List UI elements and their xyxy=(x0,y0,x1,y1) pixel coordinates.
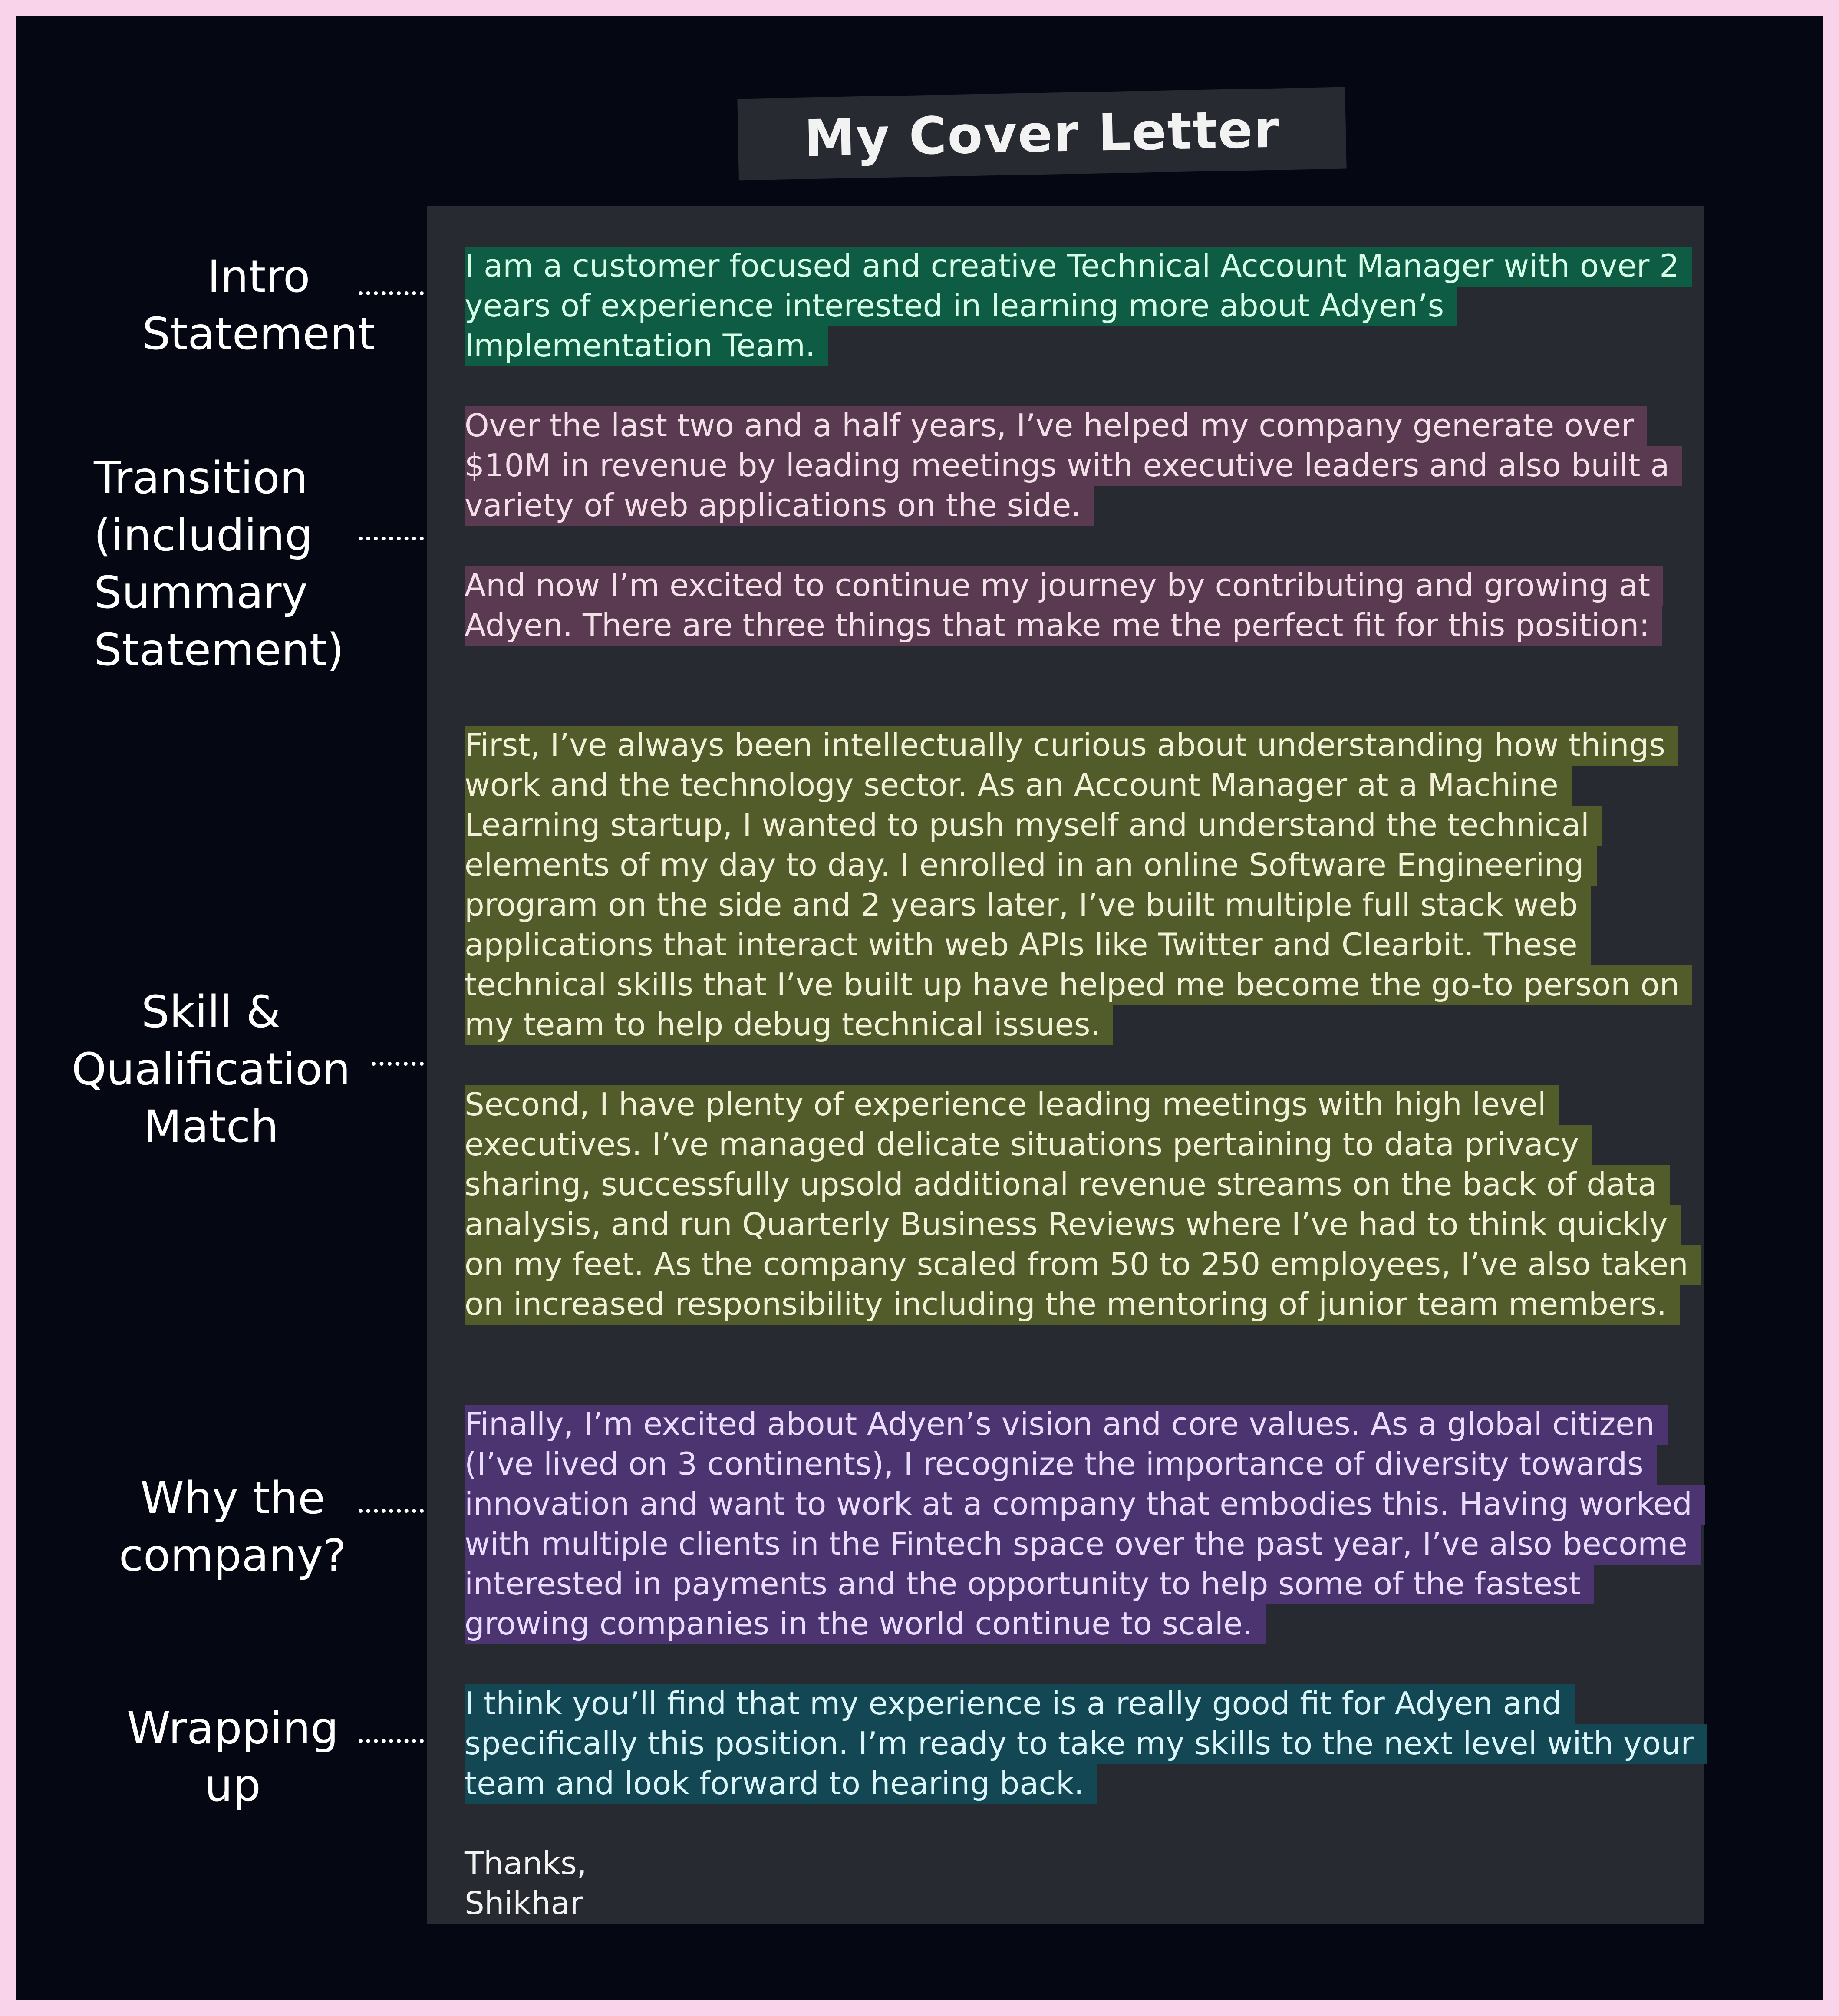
paragraph-transition-2 xyxy=(465,565,1697,645)
paragraph-wrap xyxy=(465,1683,1697,1803)
label-wrap xyxy=(102,1700,363,1815)
signoff-name: Shikhar xyxy=(465,1885,583,1921)
label-line: Summary xyxy=(94,567,308,619)
paragraph-text: I am a customer focused and creative Technical Account Manager with over 2 years of experience interested in learning more about Adyen’s Implementation Team. xyxy=(465,247,1692,366)
label-line: Skill & xyxy=(141,986,281,1038)
label-skill xyxy=(42,984,380,1156)
title-banner xyxy=(737,87,1346,181)
label-intro xyxy=(115,248,402,363)
signoff-closing: Thanks, xyxy=(465,1845,587,1881)
paragraph-text: Second, I have plenty of experience leading meetings with high level executives. I’ve managed delicate situations pertaining to data privacy sharing, successfully upsold additional revenue streams on the back of data analysis, and run Quarterly Business Reviews where I’ve had to think quickly on my feet. As the company scaled from 50 to 250 employees, I’ve also taken on increased responsibility including the mentoring of junior team members. xyxy=(465,1085,1701,1325)
label-line: Transition xyxy=(94,452,308,504)
label-transition xyxy=(94,450,406,679)
letter-body xyxy=(427,206,1704,1924)
paragraph-skill-2 xyxy=(465,1084,1697,1324)
paragraph-text: And now I’m excited to continue my journey by contributing and growing at Adyen. There are three things that make me the perfect fit for this position: xyxy=(465,566,1663,646)
label-line: Qualification xyxy=(71,1044,351,1095)
label-line: company? xyxy=(119,1530,347,1581)
canvas xyxy=(16,16,1823,2000)
connector-wrap xyxy=(359,1739,424,1743)
paragraph-intro xyxy=(465,246,1697,366)
paragraph-text: I think you’ll find that my experience is a really good fit for Adyen and specifically this position. I’m ready to take my skills to the next level with your team and look forward to hearing back. xyxy=(465,1684,1707,1804)
paragraph-transition-1 xyxy=(465,405,1697,525)
label-line: Intro xyxy=(207,251,310,303)
label-line: Statement xyxy=(142,308,376,360)
paragraph-text: Over the last two and a half years, I’ve helped my company generate over $10M in revenue by leading meetings with executive leaders and also built a variety of web applications on the side. xyxy=(465,406,1682,526)
label-line: Wrapping xyxy=(127,1703,339,1754)
label-why xyxy=(94,1470,372,1584)
label-line: Why the xyxy=(140,1472,325,1524)
label-line: (including xyxy=(94,510,313,561)
connector-why xyxy=(359,1509,424,1513)
connector-skill xyxy=(372,1062,424,1066)
label-line: up xyxy=(204,1760,261,1812)
paragraph-why xyxy=(465,1404,1697,1644)
connector-intro xyxy=(359,291,424,295)
paragraph-skill-1 xyxy=(465,725,1697,1044)
label-line: Match xyxy=(143,1101,279,1153)
signoff xyxy=(465,1843,1697,1923)
paragraph-text: Finally, I’m excited about Adyen’s vision and core values. As a global citizen (I’ve lived on 3 continents), I recognize the importance of diversity towards innovation and want to work at a company that embodies this. Having worked with multiple clients in the Fintech space over the past year, I’ve also become interested in payments and the opportunity to help some of the fastest growing companies in the world continue to scale. xyxy=(465,1405,1705,1644)
label-line: Statement) xyxy=(94,624,344,676)
connector-transition xyxy=(359,537,424,540)
paragraph-text: First, I’ve always been intellectually curious about understanding how things work and the technology sector. As an Account Manager at a Machine Learning startup, I wanted to push myself and understand the technical elements of my day to day. I enrolled in an online Software Engineering program on the side and 2 years later, I’ve built multiple full stack web applications that interact with web APIs like Twitter and Clearbit. These technical skills that I’ve built up have helped me become the go-to person on my team to help debug technical issues. xyxy=(465,726,1692,1045)
page-title: My Cover Letter xyxy=(803,99,1281,168)
